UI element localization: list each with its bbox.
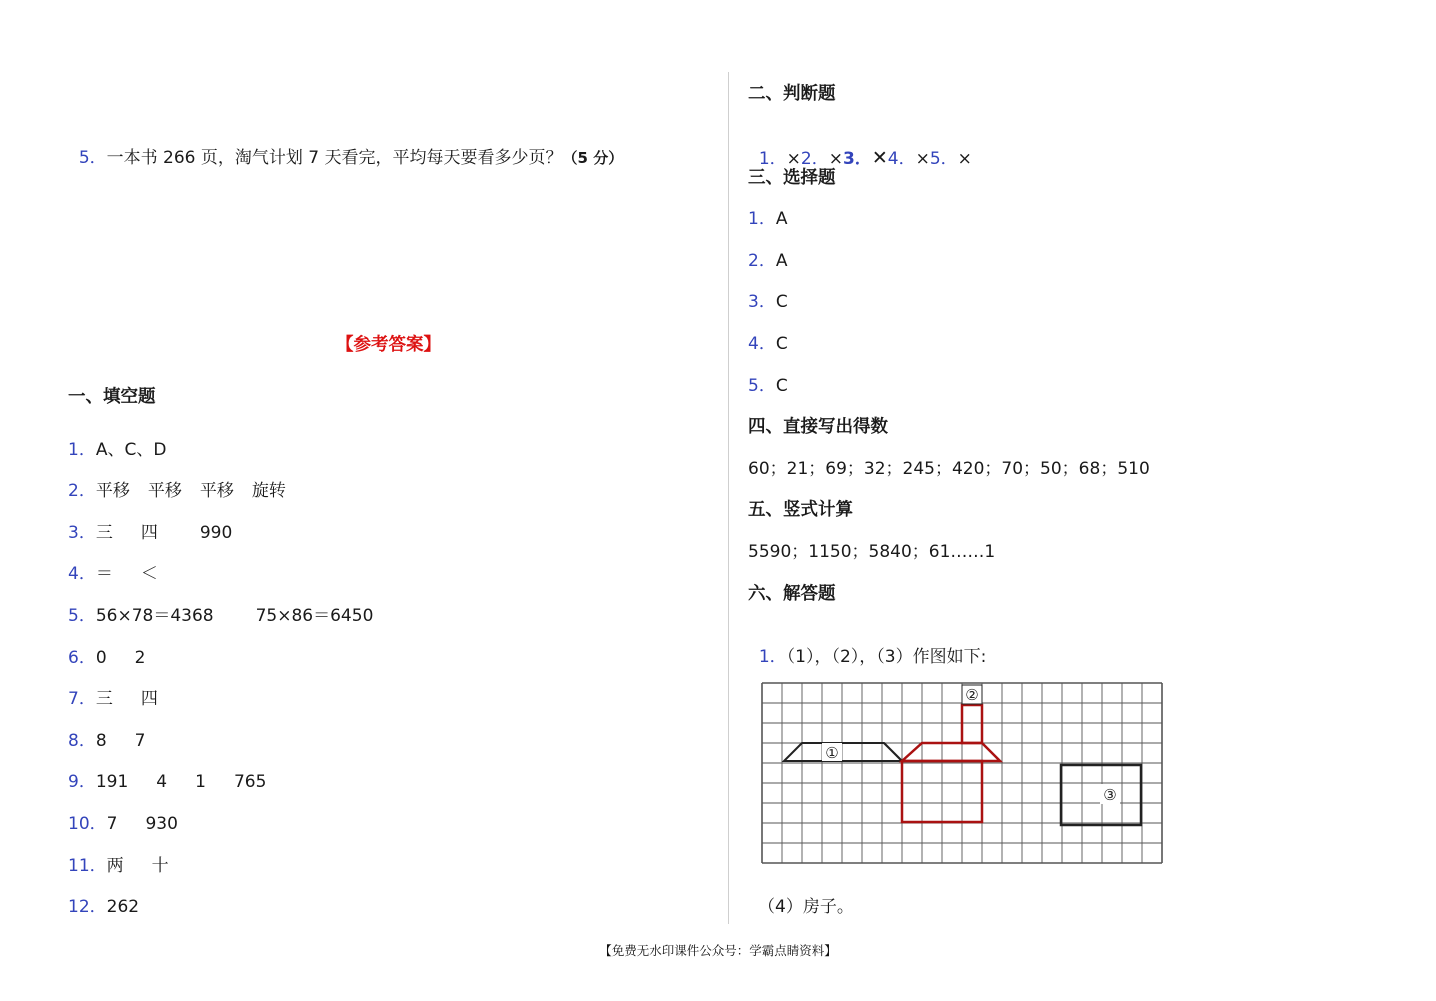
section-heading-choice: 三、选择题 [748, 168, 836, 188]
house-roof [902, 743, 1000, 761]
fill-blank-item [68, 896, 139, 918]
figure-label-3: ③ [1103, 786, 1117, 804]
answer-part: 平移 [199, 481, 234, 501]
answer-part: 平移 [95, 481, 130, 501]
number-dot: ． [78, 689, 96, 709]
fill-blank-item [68, 563, 158, 585]
answer-part: 191 [95, 772, 129, 792]
judgement-answer-4: × [915, 149, 930, 169]
shape-house [902, 705, 1000, 822]
number-dot: ． [89, 856, 107, 876]
item-number: 7 [68, 689, 79, 709]
number-dot: ． [78, 731, 96, 751]
footer-note: 【免费无水印课件公众号：学霸点睛资料】 [599, 943, 837, 958]
fill-blank-item [68, 605, 373, 627]
item-number: 8 [68, 731, 79, 751]
item-number: 9 [68, 772, 79, 792]
number-dot: ． [758, 292, 776, 312]
number-dot: ． [940, 149, 958, 169]
answer-part: 262 [106, 897, 140, 917]
choice-answer-item [748, 375, 788, 397]
item-number: 6 [68, 648, 79, 668]
number-dot: ． [89, 814, 107, 834]
number-dot: ． [78, 481, 96, 501]
judgement-answer-2: × [828, 149, 843, 169]
answer-part: A、C、D [95, 440, 167, 460]
section-heading-fill-blank: 一、填空题 [68, 387, 156, 407]
judgement-number-4: 4 [887, 149, 899, 169]
answer-part: 75×86＝6450 [255, 606, 374, 626]
answer-part: 两 [106, 856, 124, 876]
number-dot: ． [811, 149, 829, 169]
solve-question-1-text: （1），（2），（3）作图如下: [786, 647, 987, 667]
fill-blank-item [68, 480, 286, 502]
answer-title: 【参考答案】 [336, 335, 441, 355]
fill-blank-item [68, 688, 158, 710]
item-number: 4 [748, 334, 759, 354]
figure-label-2: ② [965, 686, 979, 704]
answer-part: 7 [106, 814, 118, 834]
number-dot: ． [89, 148, 107, 168]
judgement-number-2: 2 [800, 149, 812, 169]
choice-answer: A [775, 209, 788, 229]
number-dot: ． [769, 647, 787, 667]
choice-answer-item [748, 291, 788, 313]
fill-blank-item [68, 855, 169, 877]
judgement-number-5: 5 [929, 149, 941, 169]
solve-question-1-part-4: （4）房子。 [758, 897, 854, 917]
choice-answer: C [775, 334, 788, 354]
figure-label-1: ① [825, 744, 839, 762]
number-dot: ． [78, 564, 96, 584]
item-number: 3 [748, 292, 759, 312]
answer-part: 0 [95, 648, 107, 668]
answer-part: 2 [134, 648, 146, 668]
choice-answer: C [775, 376, 788, 396]
item-number: 2 [68, 481, 79, 501]
item-number: 5 [68, 606, 79, 626]
question-score: （5 分） [562, 149, 624, 167]
question-number: 1 [758, 647, 770, 667]
item-number: 1 [748, 209, 759, 229]
answer-part: 930 [145, 814, 178, 834]
judgement-answers [748, 125, 972, 170]
choice-answer-item [748, 250, 787, 272]
number-dot: ． [758, 334, 776, 354]
number-dot: ． [758, 209, 776, 229]
number-dot: ． [78, 648, 96, 668]
answer-part: 三 [95, 689, 113, 709]
item-number: 12 [68, 897, 90, 917]
section-heading-vertical-calc: 五、竖式计算 [748, 500, 853, 520]
answer-part: ＜ [140, 564, 158, 584]
answer-part: 7 [134, 731, 146, 751]
item-number: 3 [68, 523, 79, 543]
shape-1-diagonal [884, 743, 902, 761]
fill-blank-item [68, 522, 232, 544]
item-number: 5 [748, 376, 759, 396]
answer-part: ＝ [95, 564, 113, 584]
choice-answer: C [775, 292, 788, 312]
answer-part: 8 [95, 731, 107, 751]
number-dot: ． [78, 772, 96, 792]
direct-result-answers: 60；21；69；32；245；420；70；50；68；510 [748, 459, 1150, 479]
number-dot: ． [78, 523, 96, 543]
answer-part: 四 [140, 689, 158, 709]
number-dot: ． [78, 606, 96, 626]
fill-blank-item [68, 439, 166, 461]
fill-blank-item [68, 647, 145, 669]
judgement-number-3: 3． [842, 149, 872, 169]
answer-part: 765 [233, 772, 267, 792]
question-5 [68, 125, 623, 169]
number-dot: ． [769, 149, 787, 169]
item-number: 10 [68, 814, 90, 834]
answer-part: 56×78＝4368 [95, 606, 214, 626]
number-dot: ． [898, 149, 916, 169]
answer-part: 4 [156, 772, 168, 792]
house-chimney [962, 705, 982, 743]
fill-blank-item [68, 813, 178, 835]
answer-part: 旋转 [251, 481, 286, 501]
choice-answer-item [748, 208, 787, 230]
number-dot: ． [758, 251, 776, 271]
vertical-calc-answers: 5590；1150；5840；61……1 [748, 542, 996, 562]
choice-answer: A [775, 251, 788, 271]
solve-question-1 [748, 624, 986, 668]
judgement-number-1: 1 [758, 149, 770, 169]
judgement-answer-3: ✕ [871, 147, 888, 169]
grid-figure [758, 678, 1166, 870]
answer-part: 三 [95, 523, 113, 543]
answer-part: 四 [140, 523, 158, 543]
item-number: 4 [68, 564, 79, 584]
choice-answer-item [748, 333, 788, 355]
number-dot: ． [758, 376, 776, 396]
fill-blank-item [68, 730, 145, 752]
section-heading-judgement: 二、判断题 [748, 84, 836, 104]
answer-part: 990 [199, 523, 233, 543]
answer-part: 平移 [147, 481, 182, 501]
fill-blank-item [68, 771, 266, 793]
item-number: 2 [748, 251, 759, 271]
answer-part: 1 [195, 772, 206, 792]
item-number: 1 [68, 440, 79, 460]
question-number: 5 [78, 148, 90, 168]
judgement-answer-1: × [786, 149, 801, 169]
item-number: 11 [68, 856, 90, 876]
number-dot: ． [89, 897, 107, 917]
answer-part: 十 [151, 856, 169, 876]
judgement-answer-5: × [957, 149, 972, 169]
section-heading-direct-result: 四、直接写出得数 [748, 417, 888, 437]
question-text: 一本书 266 页，淘气计划 7 天看完，平均每天要看多少页？ [106, 148, 563, 168]
column-divider [728, 72, 729, 924]
number-dot: ． [78, 440, 96, 460]
section-heading-solve: 六、解答题 [748, 584, 836, 604]
